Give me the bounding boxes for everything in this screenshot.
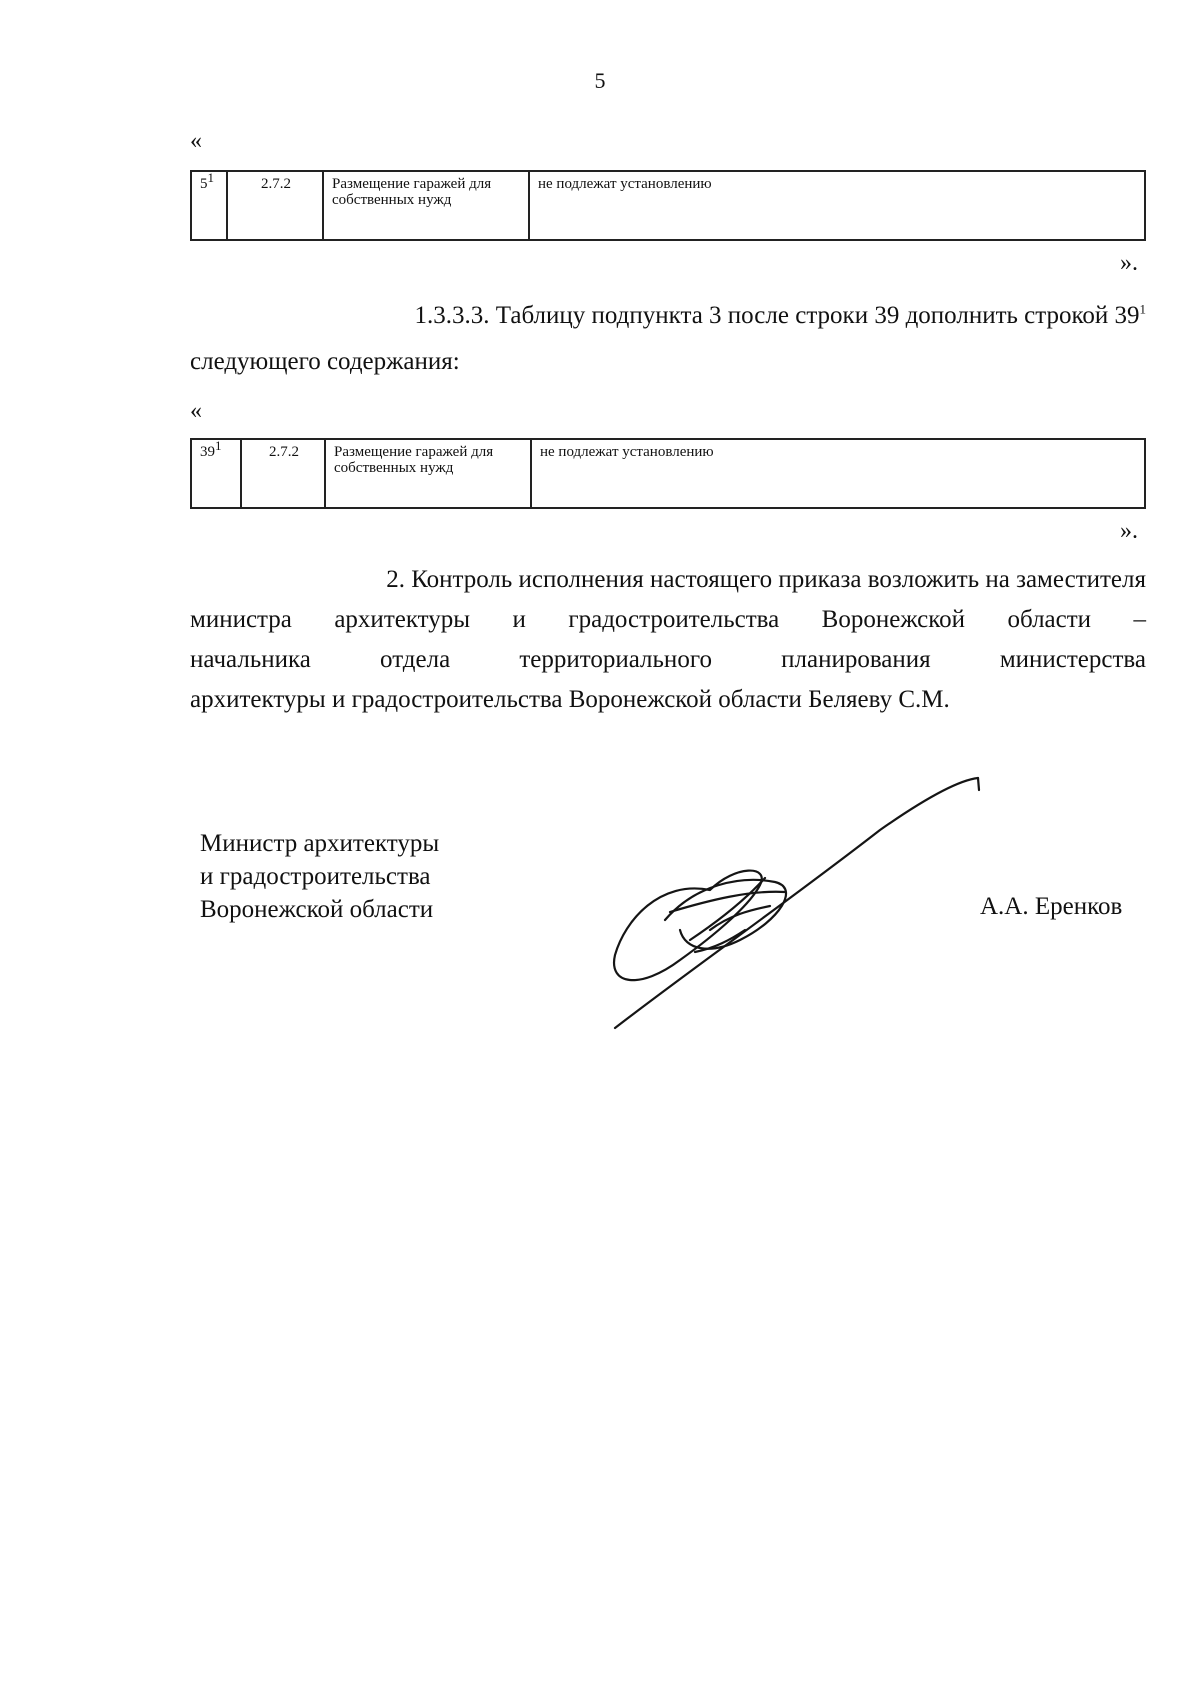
row-number-cell bbox=[191, 439, 241, 508]
signatory-title-line: Министр архитектуры bbox=[200, 830, 440, 857]
row-number-sup: 1 bbox=[215, 439, 222, 453]
close-quote: ». bbox=[1120, 518, 1138, 544]
paragraph-line: 2. Контроль исполнения настоящего приказа возложить на заместителя bbox=[386, 566, 1146, 593]
paragraph-continuation: следующего содержания: bbox=[190, 348, 460, 375]
handwritten-signature bbox=[600, 770, 1000, 1040]
table-row-39-1 bbox=[190, 438, 1146, 509]
signatory-title-line: и градостроительства bbox=[200, 863, 431, 890]
paragraph-text: 1.3.3.3. Таблицу подпункта 3 после строки 39 дополнить строкой 39 bbox=[414, 302, 1140, 329]
paragraph-1-3-3-3 bbox=[190, 296, 1146, 336]
signatory-title-line: Воронежской области bbox=[200, 896, 434, 923]
paragraph-line: министра архитектуры и градостроительства Воронежской области – bbox=[190, 606, 1146, 633]
superscript: 1 bbox=[1139, 301, 1146, 317]
paragraph-2 bbox=[190, 560, 1146, 720]
value-cell: не подлежат установлению bbox=[529, 171, 1145, 240]
value-cell: не подлежат установлению bbox=[531, 439, 1145, 508]
table-row bbox=[191, 171, 1145, 240]
table-row bbox=[191, 439, 1145, 508]
table-row-5-1 bbox=[190, 170, 1146, 241]
open-quote: « bbox=[190, 128, 202, 154]
signatory-name: А.А. Еренков bbox=[980, 893, 1123, 920]
code-cell: 2.7.2 bbox=[241, 439, 325, 508]
paragraph-line: начальника отдела территориального планирования министерства bbox=[190, 646, 1146, 673]
row-number-sup: 1 bbox=[207, 171, 214, 185]
open-quote: « bbox=[190, 398, 202, 424]
row-number: 39 bbox=[200, 444, 215, 460]
row-number-cell bbox=[191, 171, 227, 240]
signatory-title bbox=[200, 827, 439, 926]
code-cell: 2.7.2 bbox=[227, 171, 323, 240]
row-number: 5 bbox=[200, 176, 208, 192]
page-number: 5 bbox=[594, 68, 606, 93]
paragraph-line: архитектуры и градостроительства Воронежской области Беляеву С.М. bbox=[190, 686, 950, 713]
name-cell: Размещение гаражей для собственных нужд bbox=[325, 439, 531, 508]
close-quote: ». bbox=[1120, 250, 1138, 276]
name-cell: Размещение гаражей для собственных нужд bbox=[323, 171, 529, 240]
